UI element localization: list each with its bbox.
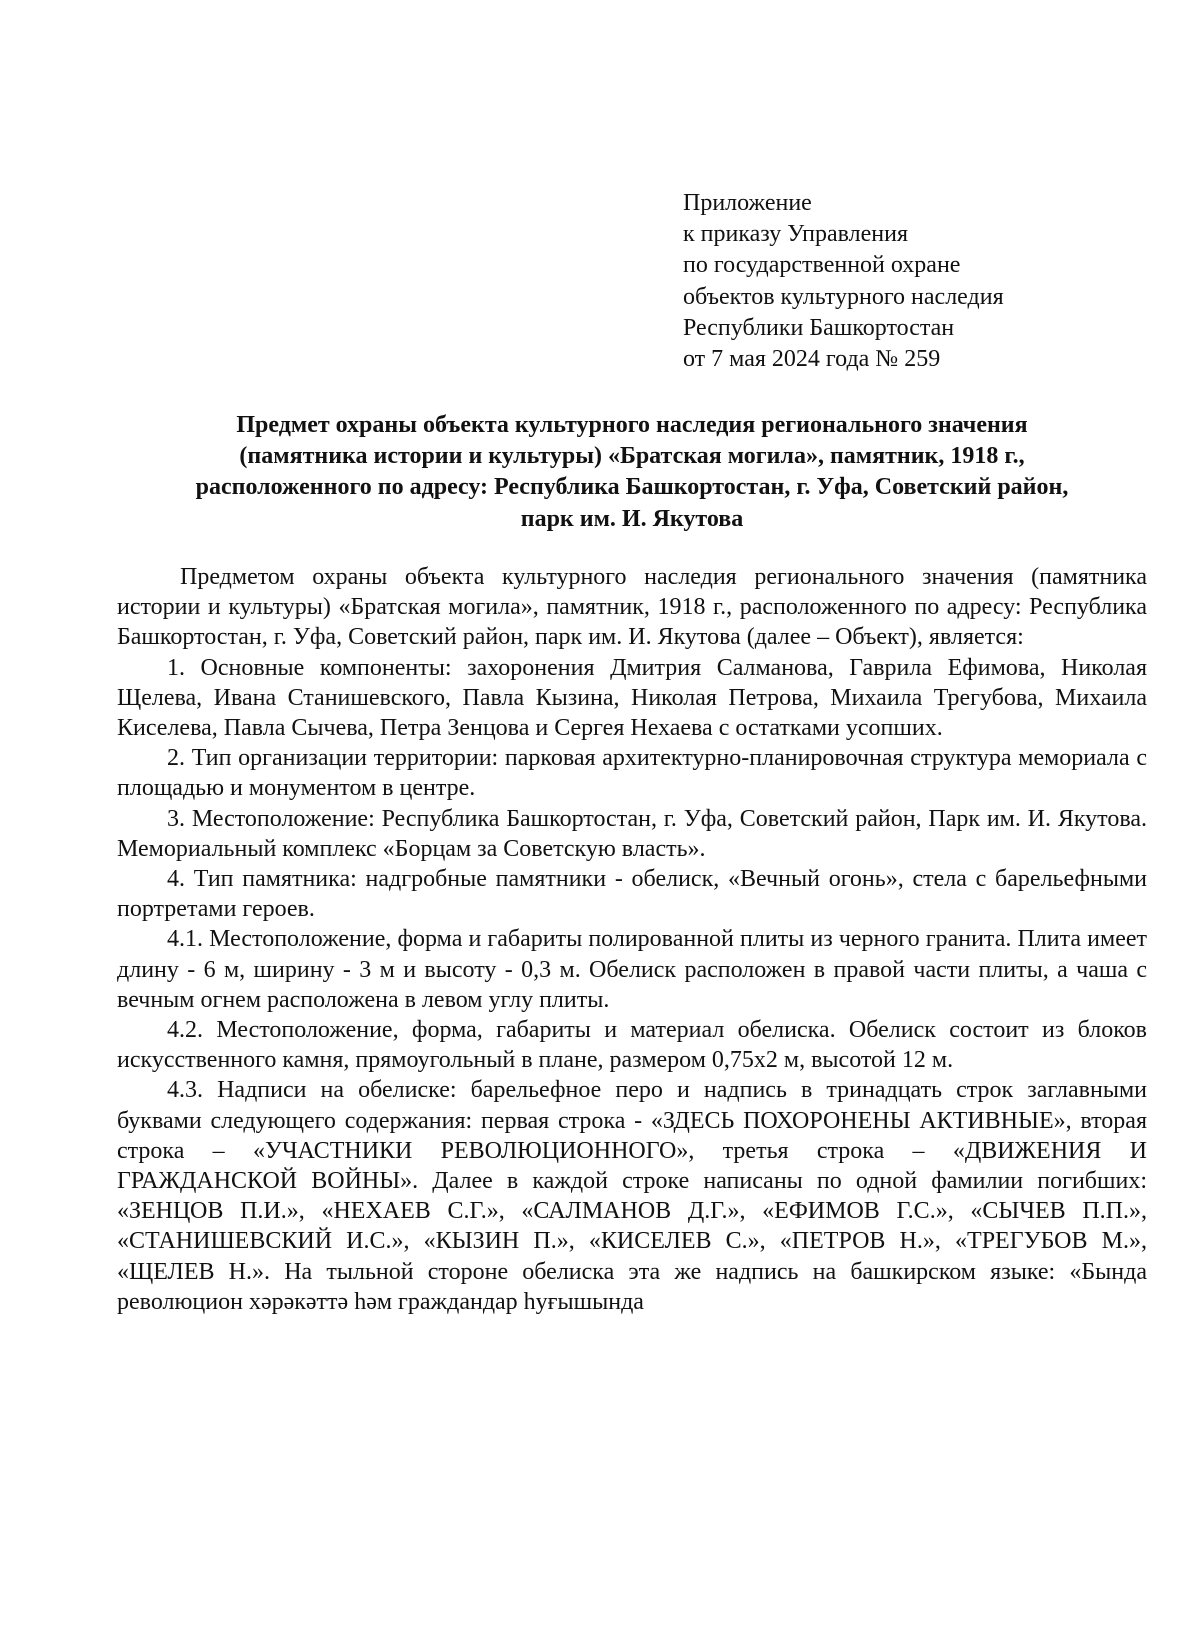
appendix-line-1: Приложение	[683, 190, 812, 216]
title-line-3: расположенного по адресу: Республика Башкортостан, г. Уфа, Советский район,	[195, 474, 1069, 501]
appendix-block	[683, 188, 1163, 375]
appendix-line-5: Республики Башкортостан	[683, 314, 955, 341]
appendix-line-6: от 7 мая 2024 года № 259	[683, 346, 941, 373]
item-4-1-paragraph: 4.1. Местоположение, форма и габариты полированной плиты из черного гранита. Плита имеет длину - 6 м, ширину - 3 м и высоту - 0,3 м. Обелиск расположен в правой части плиты, а чаша с вечным огнем расположена в левом углу плиты.	[117, 926, 1147, 1013]
item-4-3-paragraph: 4.3. Надписи на обелиске: барельефное перо и надпись в тринадцать строк заглавными буквами следующего содержания: первая строка - «ЗДЕСЬ ПОХОРОНЕНЫ АКТИВНЫЕ», вторая строка – «УЧАСТНИКИ РЕВОЛЮЦИОННОГО», третья строка – «ДВИЖЕНИЯ И ГРАЖДАНСКОЙ ВОЙНЫ». Далее в каждой строке написаны по одной фамилии погибших: «ЗЕНЦОВ П.И.», «НЕХАЕВ С.Г.», «САЛМАНОВ Д.Г.», «ЕФИМОВ Г.С.», «СЫЧЕВ П.П.», «СТАНИШЕВСКИЙ И.С.», «КЫЗИН П.», «КИСЕЛЕВ С.», «ПЕТРОВ Н.», «ТРЕГУБОВ М.», «ЩЕЛЕВ Н.». На тыльной стороне обелиска эта же надпись на башкирском языке: «Бында революцион хәрәкәттә һәм граждандар һуғышында	[117, 1077, 1147, 1315]
appendix-line-4: объектов культурного наследия	[683, 283, 1004, 310]
appendix-line-2: к приказу Управления	[683, 221, 909, 248]
item-3-paragraph: 3. Местоположение: Республика Башкортостан, г. Уфа, Советский район, Парк им. И. Якутова. Мемориальный комплекс «Борцам за Советскую власть».	[117, 805, 1147, 862]
appendix-line-3: по государственной охране	[683, 252, 961, 279]
item-2-paragraph: 2. Тип организации территории: парковая архитектурно-планировочная структура мемориала с площадью и монументом в центре.	[117, 745, 1147, 802]
document-title	[112, 410, 1152, 535]
title-line-4: парк им. И. Якутова	[520, 505, 744, 532]
item-1-paragraph: 1. Основные компоненты: захоронения Дмитрия Салманова, Гаврила Ефимова, Николая Щелева, Ивана Станишевского, Павла Кызина, Николая Петрова, Михаила Трегубова, Михаила Киселева, Павла Сычева, Петра Зенцова и Сергея Нехаева с остатками усопших.	[117, 654, 1147, 742]
item-4-2-paragraph: 4.2. Местоположение, форма, габариты и материал обелиска. Обелиск состоит из блоков искусственного камня, прямоугольный в плане, размером 0,75х2 м, высотой 12 м.	[117, 1017, 1147, 1074]
document-body	[117, 562, 1147, 1317]
title-line-1: Предмет охраны объекта культурного наследия регионального значения	[236, 412, 1028, 438]
title-line-2: (памятника истории и культуры) «Братская могила», памятник, 1918 г.,	[239, 443, 1025, 470]
intro-paragraph: Предметом охраны объекта культурного наследия регионального значения (памятника истории и культуры) «Братская могила», памятник, 1918 г., расположенного по адресу: Республика Башкортостан, г. Уфа, Советский район, парк им. И. Якутова (далее – Объект), является:	[117, 564, 1147, 651]
item-4-paragraph: 4. Тип памятника: надгробные памятники - обелиск, «Вечный огонь», стела с барельефными портретами героев.	[117, 866, 1147, 923]
